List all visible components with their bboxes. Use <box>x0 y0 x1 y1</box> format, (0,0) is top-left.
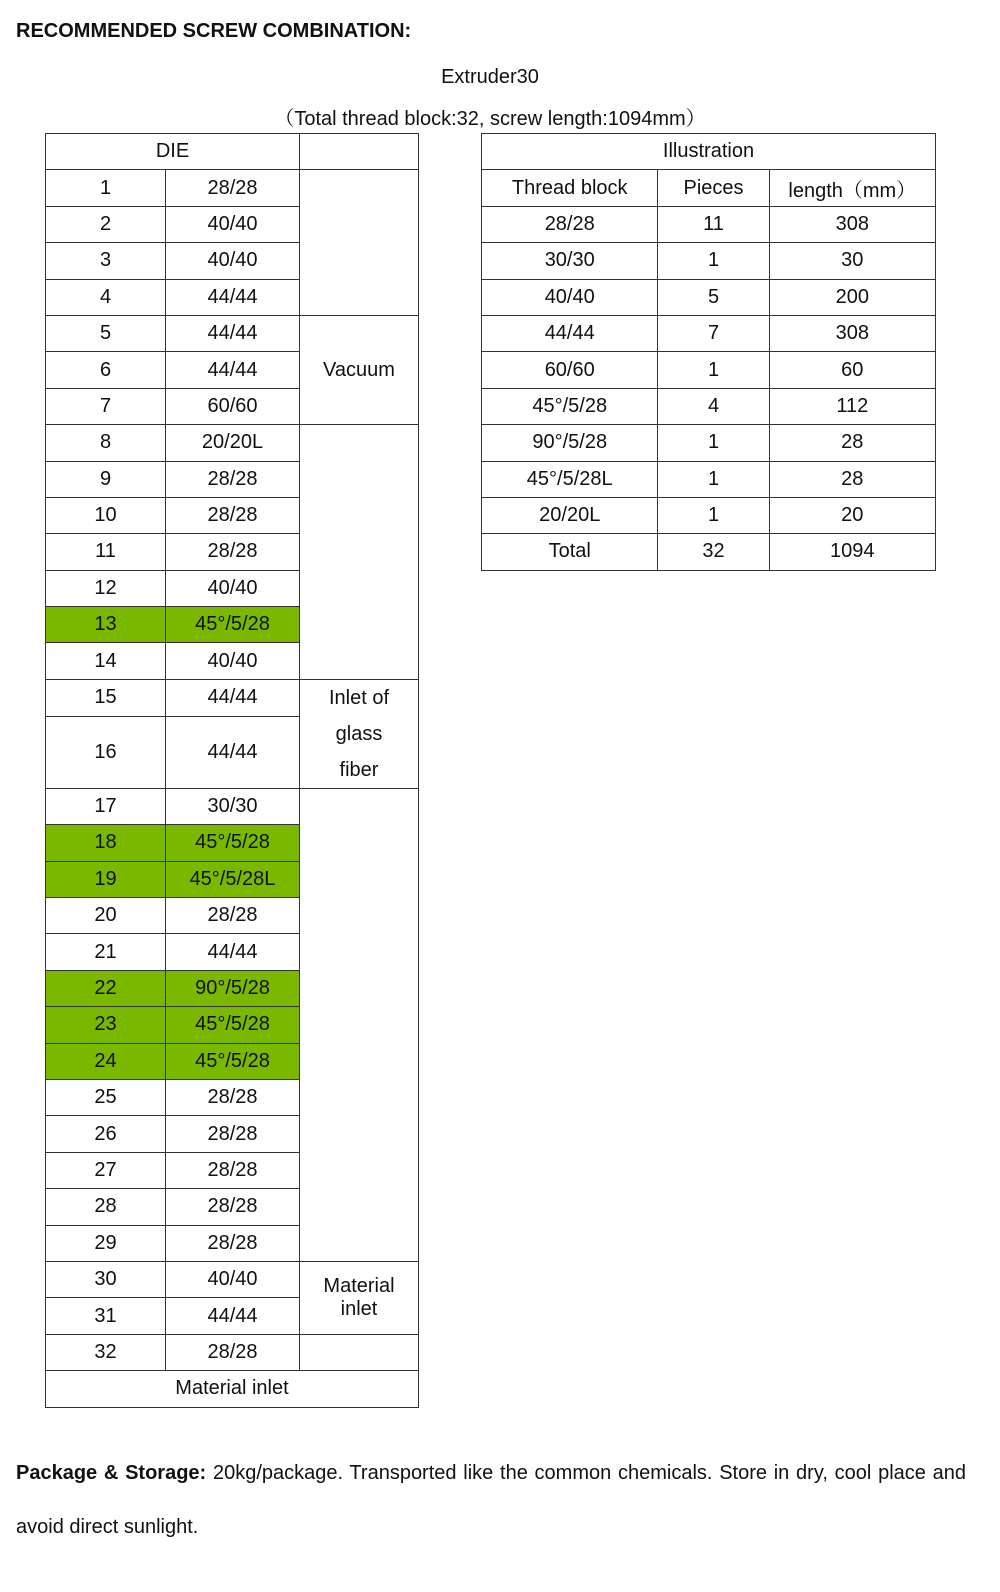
table-row <box>46 315 419 351</box>
vacuum-label: Vacuum <box>300 315 419 424</box>
row-number: 32 <box>46 1334 166 1370</box>
pieces-cell: 5 <box>658 279 769 315</box>
row-number: 7 <box>46 388 166 424</box>
table-row <box>482 534 936 570</box>
table-row <box>46 788 419 824</box>
thread-block-cell: 28/28 <box>166 1334 300 1370</box>
row-number: 12 <box>46 570 166 606</box>
package-storage-label: Package & Storage: <box>16 1462 207 1484</box>
row-number: 6 <box>46 352 166 388</box>
pieces-cell: 1 <box>658 352 769 388</box>
length-cell: 30 <box>769 243 935 279</box>
column-header: Pieces <box>658 170 769 206</box>
thread-block-cell: 45°/5/28 <box>166 825 300 861</box>
thread-block-cell: 28/28 <box>166 497 300 533</box>
thread-block-cell: 28/28 <box>482 206 658 242</box>
thread-block-cell: 60/60 <box>482 352 658 388</box>
row-number: 24 <box>46 1043 166 1079</box>
thread-block-cell: 44/44 <box>166 716 300 788</box>
row-number: 17 <box>46 788 166 824</box>
thread-block-cell: 45°/5/28L <box>482 461 658 497</box>
thread-block-cell: 28/28 <box>166 1225 300 1261</box>
thread-block-cell: 44/44 <box>166 1298 300 1334</box>
thread-block-cell: 44/44 <box>482 315 658 351</box>
table-row <box>482 425 936 461</box>
row-number: 9 <box>46 461 166 497</box>
thread-block-cell: 45°/5/28 <box>166 607 300 643</box>
row-number: 27 <box>46 1152 166 1188</box>
thread-block-cell: 45°/5/28 <box>482 388 658 424</box>
illustration-table <box>481 133 936 571</box>
row-number: 20 <box>46 898 166 934</box>
thread-block-cell: 28/28 <box>166 461 300 497</box>
row-number: 25 <box>46 1079 166 1115</box>
row-number: 5 <box>46 315 166 351</box>
table-row <box>46 1334 419 1370</box>
thread-block-cell: 60/60 <box>166 388 300 424</box>
thread-block-cell: 30/30 <box>482 243 658 279</box>
row-number: 30 <box>46 1261 166 1297</box>
row-number: 11 <box>46 534 166 570</box>
row-number: 29 <box>46 1225 166 1261</box>
material-inlet-label <box>300 1261 419 1334</box>
illustration-header: Illustration <box>482 134 936 170</box>
row-number: 1 <box>46 170 166 206</box>
die-header: DIE <box>46 134 300 170</box>
row-number: 28 <box>46 1189 166 1225</box>
thread-block-cell: 28/28 <box>166 534 300 570</box>
thread-block-cell: 45°/5/28 <box>166 1007 300 1043</box>
row-number: 10 <box>46 497 166 533</box>
column-header: length（mm） <box>769 170 935 206</box>
column-header: Thread block <box>482 170 658 206</box>
table-row <box>482 279 936 315</box>
table-row <box>482 388 936 424</box>
pieces-cell: 1 <box>658 243 769 279</box>
thread-block-cell: 30/30 <box>166 788 300 824</box>
length-cell: 1094 <box>769 534 935 570</box>
thread-block-cell: 20/20L <box>166 425 300 461</box>
row-number: 4 <box>46 279 166 315</box>
thread-block-cell: 40/40 <box>166 643 300 679</box>
length-cell: 20 <box>769 497 935 533</box>
row-number: 3 <box>46 243 166 279</box>
pieces-cell: 4 <box>658 388 769 424</box>
thread-block-cell: 28/28 <box>166 1116 300 1152</box>
glass-fiber-inlet-text: fiber <box>339 758 379 781</box>
table-row <box>482 497 936 533</box>
thread-block-cell: Total <box>482 534 658 570</box>
thread-block-cell: 28/28 <box>166 898 300 934</box>
table-row <box>46 425 419 461</box>
length-cell: 60 <box>769 352 935 388</box>
section-heading: RECOMMENDED SCREW COMBINATION: <box>16 20 412 42</box>
row-number: 16 <box>46 716 166 788</box>
row-number: 31 <box>46 1298 166 1334</box>
row-number: 21 <box>46 934 166 970</box>
thread-block-cell: 45°/5/28L <box>166 861 300 897</box>
thread-block-cell: 45°/5/28 <box>166 1043 300 1079</box>
row-number: 14 <box>46 643 166 679</box>
table-row <box>482 461 936 497</box>
package-storage-text: 20kg/package. Transported like the common chemicals. Store in dry, cool place and avoid direct sunlight. <box>16 1462 966 1538</box>
row-number: 22 <box>46 970 166 1006</box>
table-row <box>46 170 419 206</box>
row-number: 23 <box>46 1007 166 1043</box>
glass-fiber-inlet-label <box>300 679 419 788</box>
thread-block-cell: 44/44 <box>166 352 300 388</box>
pieces-cell: 7 <box>658 315 769 351</box>
screw-combination-table <box>45 133 419 1408</box>
blank-cell <box>300 1334 419 1370</box>
blank-cell <box>300 425 419 680</box>
table-row <box>482 243 936 279</box>
extruder-subtitle: （Total thread block:32, screw length:1094mm） <box>274 108 706 130</box>
table-row <box>482 315 936 351</box>
pieces-cell: 1 <box>658 425 769 461</box>
glass-fiber-inlet-text: Inlet of <box>328 686 390 709</box>
row-number: 8 <box>46 425 166 461</box>
thread-block-cell: 44/44 <box>166 279 300 315</box>
table-header-row <box>46 134 419 170</box>
table-row <box>482 206 936 242</box>
table-footer-row <box>46 1371 419 1407</box>
table-header-row <box>482 134 936 170</box>
thread-block-cell: 28/28 <box>166 1152 300 1188</box>
thread-block-cell: 28/28 <box>166 1189 300 1225</box>
thread-block-cell: 44/44 <box>166 934 300 970</box>
material-inlet-text: inlet <box>340 1297 378 1320</box>
thread-block-cell: 40/40 <box>166 243 300 279</box>
length-cell: 308 <box>769 206 935 242</box>
column-header-row <box>482 170 936 206</box>
glass-fiber-inlet-text: glass <box>335 722 383 745</box>
package-storage-note <box>16 1446 966 1554</box>
row-number: 26 <box>46 1116 166 1152</box>
pieces-cell: 1 <box>658 461 769 497</box>
pieces-cell: 32 <box>658 534 769 570</box>
table-row <box>482 352 936 388</box>
thread-block-cell: 44/44 <box>166 315 300 351</box>
thread-block-cell: 40/40 <box>166 1261 300 1297</box>
length-cell: 308 <box>769 315 935 351</box>
thread-block-cell: 90°/5/28 <box>166 970 300 1006</box>
blank-cell <box>300 788 419 1261</box>
thread-block-cell: 44/44 <box>166 679 300 716</box>
material-inlet-text: Material <box>323 1274 395 1297</box>
length-cell: 200 <box>769 279 935 315</box>
thread-block-cell: 28/28 <box>166 1079 300 1115</box>
thread-block-cell: 40/40 <box>482 279 658 315</box>
row-number: 15 <box>46 679 166 716</box>
pieces-cell: 1 <box>658 497 769 533</box>
thread-block-cell: 28/28 <box>166 170 300 206</box>
row-number: 18 <box>46 825 166 861</box>
table-row <box>46 679 419 716</box>
pieces-cell: 11 <box>658 206 769 242</box>
row-number: 2 <box>46 206 166 242</box>
table-row <box>46 1261 419 1297</box>
thread-block-cell: 20/20L <box>482 497 658 533</box>
thread-block-cell: 90°/5/28 <box>482 425 658 461</box>
length-cell: 28 <box>769 425 935 461</box>
material-inlet-footer: Material inlet <box>46 1371 419 1407</box>
extruder-title: Extruder30 <box>441 66 539 88</box>
length-cell: 28 <box>769 461 935 497</box>
thread-block-cell: 40/40 <box>166 206 300 242</box>
row-number: 13 <box>46 607 166 643</box>
blank-cell <box>300 134 419 170</box>
length-cell: 112 <box>769 388 935 424</box>
blank-cell <box>300 170 419 316</box>
thread-block-cell: 40/40 <box>166 570 300 606</box>
row-number: 19 <box>46 861 166 897</box>
